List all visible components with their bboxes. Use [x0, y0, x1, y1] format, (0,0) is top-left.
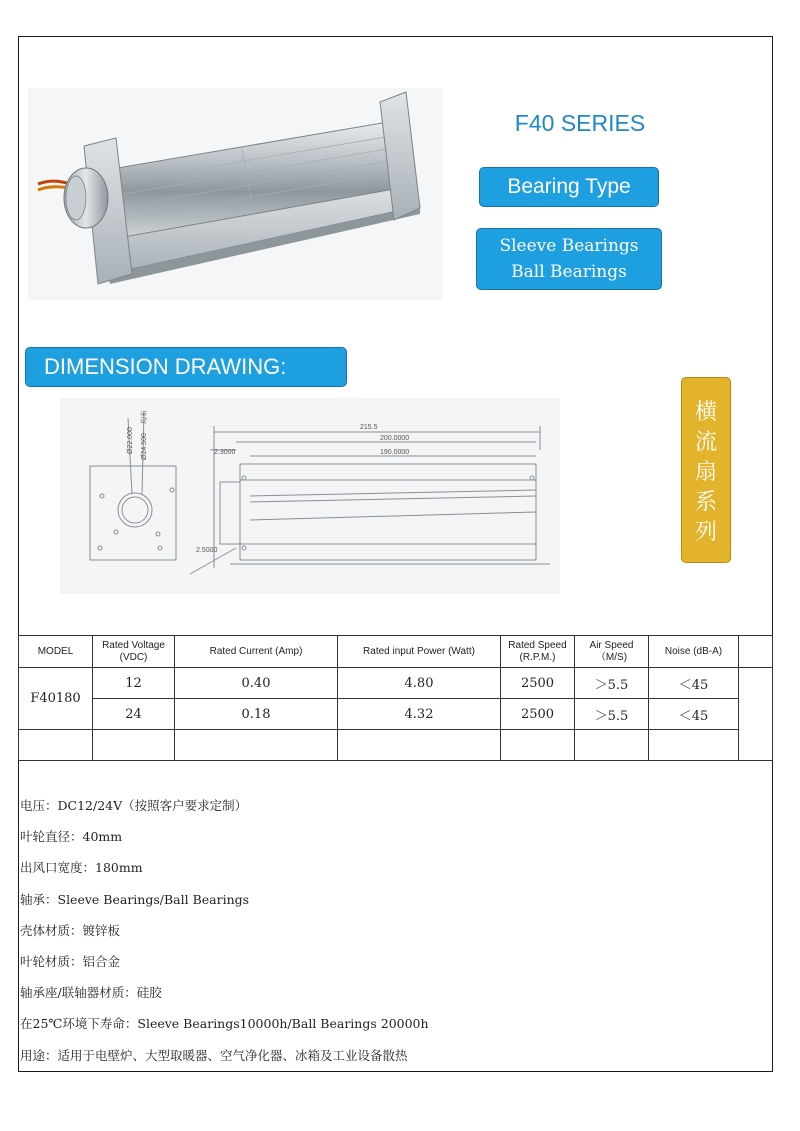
tag-char: 系	[694, 490, 717, 515]
spec-notes	[20, 796, 740, 1077]
note-housing-material: 壳体材质：镀锌板	[20, 922, 121, 938]
table-row	[19, 668, 773, 699]
dim-offset: 2.3000	[214, 449, 236, 456]
table-row	[19, 699, 773, 730]
bearing-type-sleeve: Sleeve Bearings	[499, 236, 639, 256]
col-air-speed: Air Speed （M/S)	[575, 636, 649, 668]
bearing-types-box	[476, 228, 662, 290]
cell-model: F40180	[19, 668, 93, 730]
dim-overall: 215.5	[360, 424, 378, 431]
fan-product-photo	[28, 88, 442, 300]
col-noise: Noise (dB-A)	[649, 636, 739, 668]
cell-speed: 2500	[501, 699, 575, 730]
note-bearing-seat-material: 轴承座/联轴器材质：硅胶	[20, 985, 162, 1001]
cross-flow-fan-series-tag	[681, 377, 731, 563]
dim-dia1: Ø22.000	[127, 427, 134, 454]
bearing-type-ball: Ball Bearings	[511, 262, 627, 282]
dim-inner: 190.0000	[380, 449, 410, 456]
cell-voltage: 24	[93, 699, 175, 730]
cell-current: 0.40	[175, 668, 338, 699]
bearing-type-label: Bearing Type	[479, 167, 659, 207]
dim-corner: 2.5000	[196, 547, 218, 554]
tag-char: 横	[694, 400, 717, 425]
cell-power: 4.80	[338, 668, 501, 699]
spec-table	[18, 635, 773, 761]
cell-air-speed: ＞5.5	[575, 668, 649, 699]
note-lifetime: 在25℃环境下寿命：Sleeve Bearings10000h/Ball Bearings 20000h	[20, 1016, 429, 1032]
cell-current: 0.18	[175, 699, 338, 730]
dimension-drawing	[60, 398, 560, 594]
note-outlet-width: 出风口宽度：180mm	[20, 860, 143, 876]
col-power: Rated input Power (Watt)	[338, 636, 501, 668]
cell-power: 4.32	[338, 699, 501, 730]
note-voltage: 电压：DC12/24V（按照客户要求定制）	[20, 798, 248, 813]
dimension-drawing-label: DIMENSION DRAWING:	[25, 347, 347, 387]
cell-noise: ＜45	[649, 699, 739, 730]
note-impeller-material: 叶轮材质：铝合金	[20, 953, 121, 969]
cell-voltage: 12	[93, 668, 175, 699]
cell-speed: 2500	[501, 668, 575, 699]
col-current: Rated Current (Amp)	[175, 636, 338, 668]
note-impeller-diameter: 叶轮直径：40mm	[20, 829, 123, 845]
note-bearing: 轴承：Sleeve Bearings/Ball Bearings	[20, 891, 250, 907]
series-title: F40 SERIES	[514, 110, 646, 136]
dim-dia2: Ø24.500	[141, 433, 148, 460]
note-usage: 用途：适用于电壁炉、大型取暖器、空气净化器、冰箱及工业设备散热	[20, 1047, 408, 1063]
col-voltage: Rated Voltage (VDC)	[93, 636, 175, 668]
cell-air-speed: ＞5.5	[575, 699, 649, 730]
table-header-row	[19, 636, 773, 668]
col-model: MODEL	[19, 636, 93, 668]
tag-char: 扇	[694, 460, 717, 485]
col-speed: Rated Speed (R.P.M.)	[501, 636, 575, 668]
tag-char: 流	[694, 430, 717, 455]
cell-noise: ＜45	[649, 668, 739, 699]
dim-dia2-suffix: 均布	[141, 410, 148, 424]
col-empty	[739, 636, 773, 668]
table-row-empty	[19, 730, 773, 761]
cell-empty	[739, 668, 773, 761]
tag-char: 列	[694, 520, 717, 545]
dim-mid: 200.0000	[380, 435, 410, 442]
